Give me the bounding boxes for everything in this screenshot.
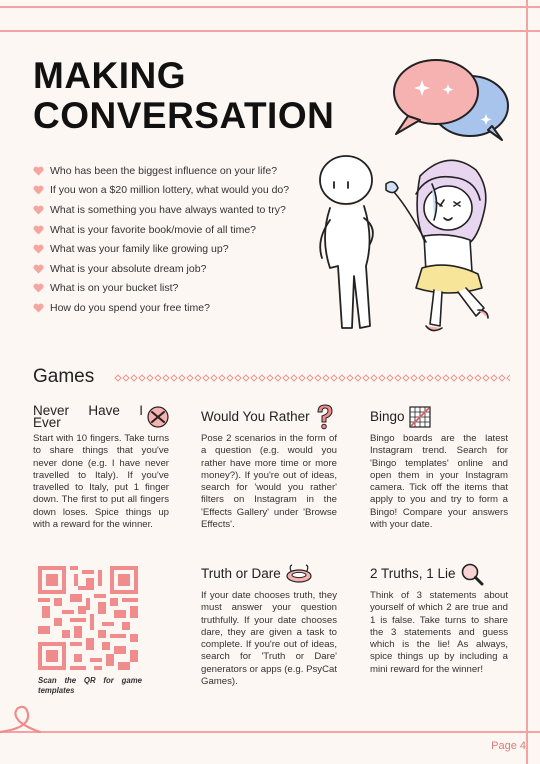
game-title-row [370,405,508,429]
question-mark-icon [314,404,334,430]
question-text: What was your family like growing up? [50,243,229,256]
frame-line-right [526,0,528,764]
game-description: Bingo boards are the latest Instagram trend. Search for 'Bingo templates' online and open them in your Instagram camera. Tick off the items that apply to you and try to form a Bingo! Compare your answers with your date. [370,433,508,531]
list-item [33,200,333,220]
game-title: Never Have I Ever [33,402,144,430]
qr-code-icon [38,566,138,670]
heart-icon [33,225,44,235]
question-text: If you won a $20 million lottery, what would you do? [50,184,290,197]
games-heading: Games [33,366,95,387]
game-title-row [370,562,508,586]
list-item [33,298,333,318]
game-title: Bingo [370,408,405,424]
frame-line-top [0,6,540,8]
game-description: If your date chooses truth, they must answer your question truthfully. If your date chooses dare, they are given a task to complete. If you're out of ideas, search for 'Truth or Dare' generators or apps (e.g. PsyCat Games). [201,590,337,688]
game-description: Start with 10 fingers. Take turns to share things that you've never done (e.g. I have never travelled to Italy). If you've travelled to Italy, put 1 finger down. The first to put all fingers down loses. Spice things up with a reward for the winner. [33,433,169,531]
list-item [33,181,333,201]
question-text: What is your favorite book/movie of all time? [50,223,257,236]
game-title-row [33,402,169,430]
game-bingo [370,405,508,531]
heart-icon [33,303,44,313]
decorative-divider [114,373,510,383]
list-item [33,279,333,299]
question-text: What is something you have always wanted to try? [50,203,286,216]
title-line-1: MAKING [33,55,187,96]
list-item [33,220,333,240]
game-would-you-rather [201,405,337,531]
question-text: What is your absolute dream job? [50,262,207,275]
heart-icon [33,283,44,293]
game-title: Would You Rather [201,408,310,424]
characters-illustration [308,148,508,344]
title-line-2: CONVERSATION [33,95,335,136]
page-title [33,56,334,136]
game-title: 2 Truths, 1 Lie [370,565,456,581]
list-item [33,161,333,181]
decorative-swirl [0,698,42,748]
game-two-truths-one-lie [370,562,508,676]
game-description: Think of 3 statements about yourself of which 2 are true and 1 is false. Take turns to share the 3 statements and guess which is the lie! As always, spice things up by including a mini reward for the winner! [370,590,508,675]
magnifier-icon [460,562,484,586]
list-item [33,259,333,279]
heart-icon [33,205,44,215]
heart-icon [33,264,44,274]
list-item [33,239,333,259]
question-text: How do you spend your free time? [50,301,210,314]
question-text: Who has been the biggest influence on your life? [50,164,278,177]
heart-icon [33,166,44,176]
question-list [33,161,333,318]
game-title: Truth or Dare [201,565,281,581]
heart-icon [33,185,44,195]
game-never-have-i-ever [33,402,169,531]
truth-dare-bowl-icon [285,564,313,584]
crossed-hands-icon [147,406,169,428]
qr-caption: Scan the QR for game templates [38,676,142,695]
game-title-row [201,562,337,586]
heart-icon [33,244,44,254]
frame-line-bottom [0,731,540,733]
page-number: Page 4 [491,740,526,752]
bingo-grid-icon [409,406,431,428]
game-description: Pose 2 scenarios in the form of a question (e.g. would you rather have more time or more money?). If you're out of ideas, search for 'would you rather' filters on Instagram in the 'Effects Gallery' under 'Browse Effects'. [201,433,337,531]
speech-bubbles-icon [388,54,516,144]
game-truth-or-dare [201,562,337,688]
frame-line-top-inner [0,30,540,32]
question-text: What is on your bucket list? [50,282,179,295]
game-title-row [201,405,337,429]
